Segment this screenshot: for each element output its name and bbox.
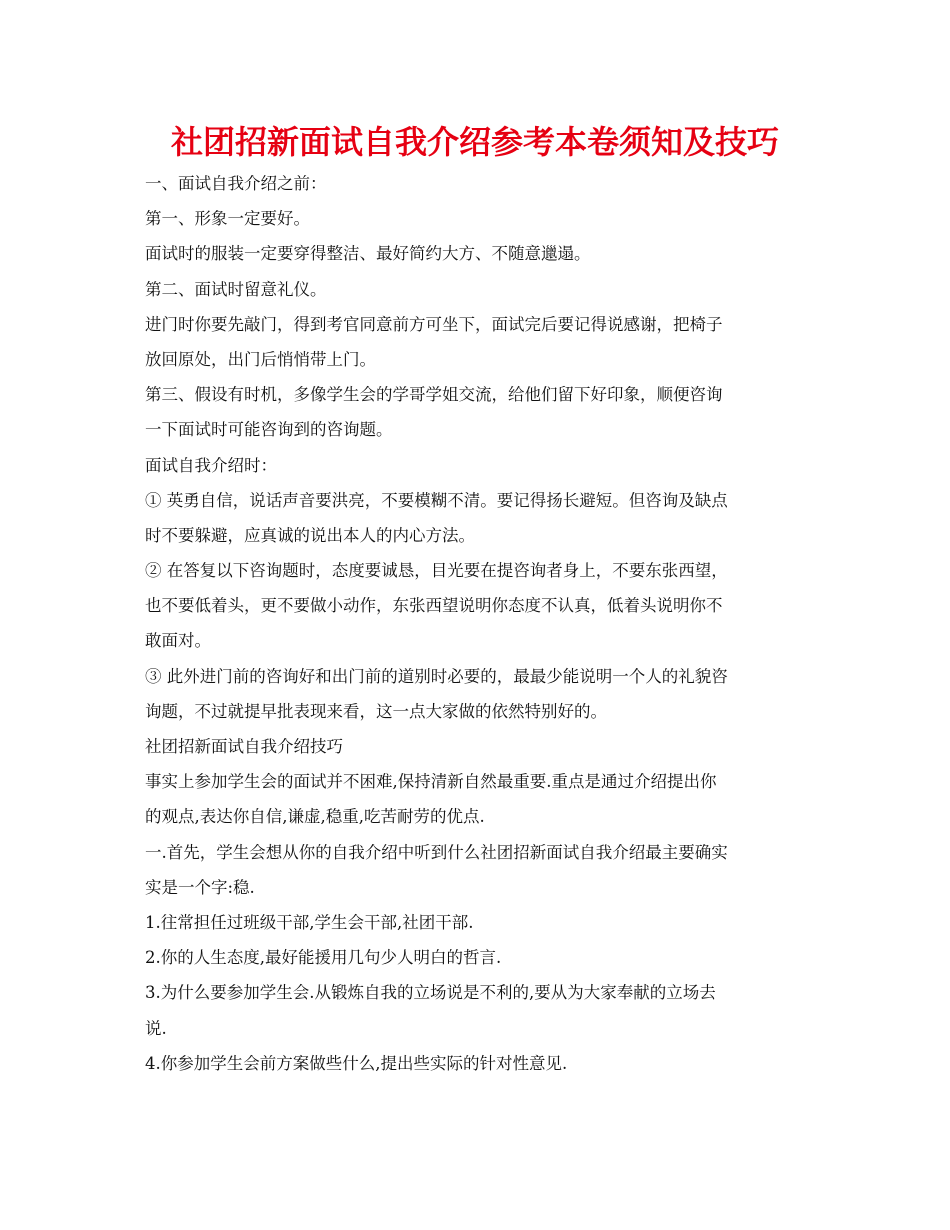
text-line: 的观点,表达你自信,谦虚,稳重,吃苦耐劳的优点. — [145, 807, 485, 827]
text-line: 事实上参加学生会的面试并不困难,保持清新自然最重要.重点是通过介绍提出你 — [145, 772, 717, 792]
text-line: 询题，不过就提早批表现来看，这一点大家做的依然特别好的。 — [145, 701, 607, 721]
document-title: 社团招新面试自我介绍参考本卷须知及技巧 — [170, 123, 779, 161]
text-line: 时不要躲避，应真诚的说出本人的内心方法。 — [145, 525, 475, 545]
text-line: 3.为什么要参加学生会.从锻炼自我的立场说是不利的,要从为大家奉献的立场去 — [145, 983, 716, 1003]
text-line: 也不要低着头，更不要做小动作，东张西望说明你态度不认真，低着头说明你不 — [145, 596, 723, 616]
text-line: 进门时你要先敲门，得到考官同意前方可坐下，面试完后要记得说感谢，把椅子 — [145, 314, 723, 334]
text-line: 放回原处，出门后悄悄带上门。 — [145, 349, 376, 369]
text-line: 一.首先，学生会想从你的自我介绍中听到什么社团招新面试自我介绍最主要确实 — [145, 842, 728, 862]
text-line: 敢面对。 — [145, 631, 211, 651]
text-line: ③ 此外进门前的咨询好和出门前的道别时必要的，最最少能说明一个人的礼貌咨 — [145, 666, 728, 686]
text-line: 一、面试自我介绍之前： — [145, 174, 327, 193]
text-line: 社团招新面试自我介绍技巧 — [145, 737, 343, 756]
text-line: 第三、假设有时机，多像学生会的学哥学姐交流，给他们留下好印象，顺便咨询 — [145, 385, 723, 405]
text-line: 第一、形象一定要好。 — [145, 209, 310, 229]
text-line: 4.你参加学生会前方案做些什么,提出些实际的针对性意见. — [145, 1053, 568, 1073]
text-line: 一下面试时可能咨询到的咨询题。 — [145, 420, 393, 440]
text-line: 实是一个字:稳. — [145, 877, 255, 897]
text-line: 说. — [145, 1018, 167, 1038]
text-line: 面试自我介绍时： — [145, 455, 277, 475]
text-line: 2.你的人生态度,最好能援用几句少人明白的哲言. — [145, 948, 502, 968]
text-line: 1.往常担任过班级干部,学生会干部,社团干部. — [145, 912, 474, 932]
text-line: 面试时的服装一定要穿得整洁、最好简约大方、不随意邋遢。 — [145, 244, 591, 264]
document-body — [145, 166, 810, 1081]
text-line: ① 英勇自信，说话声音要洪亮，不要模糊不清。要记得扬长避短。但咨询及缺点 — [145, 490, 728, 510]
text-line: ② 在答复以下咨询题时，态度要诚恳，目光要在提咨询者身上，不要东张西望， — [145, 561, 728, 581]
text-line: 第二、面试时留意礼仪。 — [145, 279, 327, 299]
